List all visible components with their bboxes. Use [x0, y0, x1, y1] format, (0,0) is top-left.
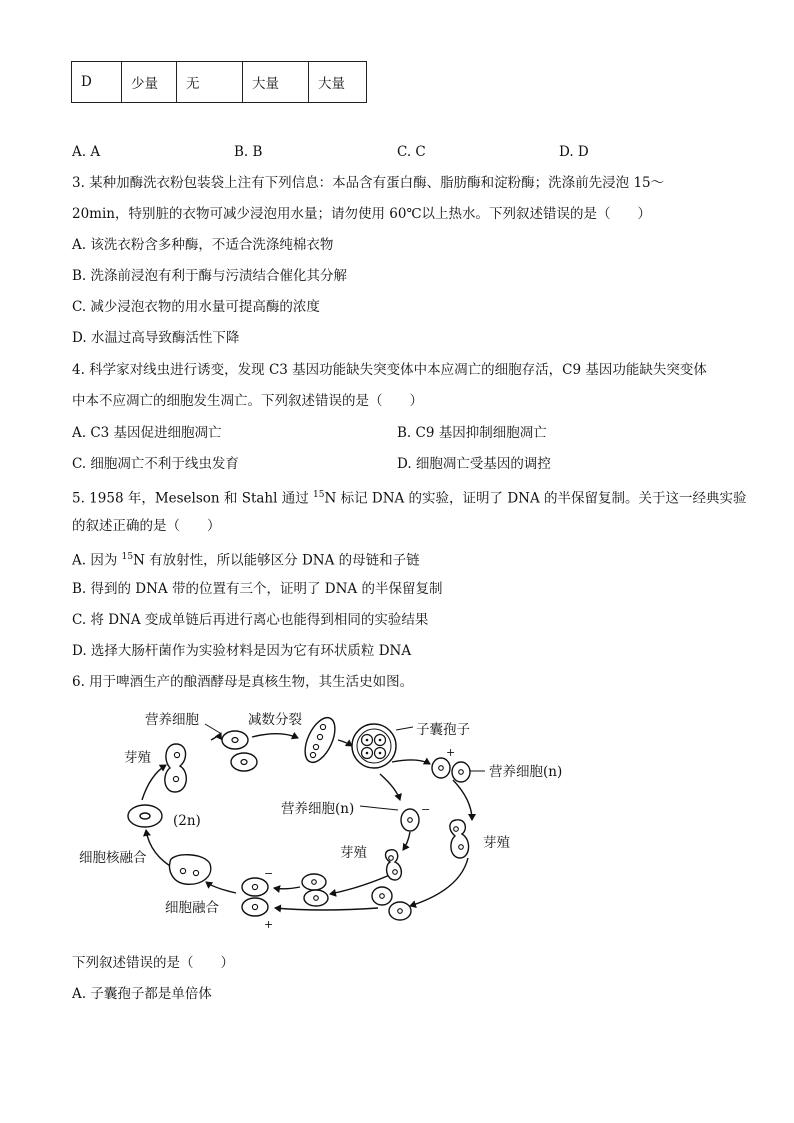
label-karyogamy: 细胞核融合: [79, 850, 147, 866]
karyogamy-cell: [170, 855, 211, 885]
budding-cell: [450, 820, 469, 858]
q5-option-text: N 有放射性，所以能够区分 DNA 的母链和子链: [133, 552, 420, 569]
cycle-arrow: [453, 780, 472, 820]
q5-stem-line2: 的叙述正确的是（ ）: [72, 518, 221, 534]
q2-option-c: C. C: [397, 144, 426, 160]
leader-line: [396, 727, 413, 730]
cycle-arrow: [338, 740, 352, 746]
q5-option-a: [72, 548, 420, 570]
q3-option-b: B. 洗涤前浸泡有利于酶与污渍结合催化其分解: [72, 268, 348, 284]
mating-type-minus: −: [264, 867, 274, 880]
q5-stem-text: N 标记 DNA 的实验，证明了 DNA 的半保留复制。关于这一经典实验: [324, 490, 747, 507]
q2-option-b: B. B: [234, 144, 263, 160]
table-cell: 大量: [243, 62, 309, 103]
q6-option-a: A. 子囊孢子都是单倍体: [72, 986, 212, 1002]
table-row: [72, 62, 367, 103]
q3-stem-line1: 3. 某种加酶洗衣粉包装袋上注有下列信息：本品含有蛋白酶、脂肪酶和淀粉酶；洗涤前先浸泡 15～: [72, 175, 665, 191]
yeast-life-cycle-diagram: [0, 700, 794, 935]
q4-option-b: B. C9 基因抑制细胞凋亡: [397, 425, 547, 441]
label-vegetative-cell-n-right: 营养细胞(n): [489, 764, 563, 780]
q5-option-text: A. 因为: [72, 552, 122, 569]
label-vegetative-cell: 营养细胞: [145, 712, 199, 728]
cycle-arrow: [274, 887, 300, 889]
q5-stem-text: 5. 1958 年，Meselson 和 Stahl 通过: [72, 490, 314, 507]
label-meiosis: 减数分裂: [248, 712, 302, 728]
cycle-arrow: [410, 858, 468, 906]
q4-option-d: D. 细胞凋亡受基因的调控: [397, 456, 551, 472]
q5-stem-line1: [72, 486, 747, 508]
budding-cell: [165, 744, 186, 792]
label-budding-mid: 芽殖: [340, 845, 367, 861]
q3-stem-line2: 20min，特别脏的衣物可减少浸泡用水量；请勿使用 60℃以上热水。下列叙述错误的是（ ）: [72, 206, 652, 222]
q4-option-c: C. 细胞凋亡不利于线虫发育: [72, 456, 239, 472]
ascus-wall: [357, 729, 391, 763]
cycle-arrow: [392, 760, 430, 764]
label-cell-fusion: 细胞融合: [165, 900, 219, 916]
leader-line: [360, 806, 398, 810]
cycle-arrow: [252, 734, 298, 738]
q2-option-a: A. A: [72, 144, 101, 160]
cycle-arrow: [142, 765, 166, 800]
cycle-arrow: [206, 882, 236, 893]
label-budding-right: 芽殖: [483, 835, 510, 851]
mating-type-minus: −: [421, 803, 431, 816]
table-cell: 大量: [309, 62, 367, 103]
q4-option-a: A. C3 基因促进细胞凋亡: [72, 425, 222, 441]
label-ascospore: 子囊孢子: [416, 722, 470, 738]
isotope-superscript: 15: [313, 490, 325, 500]
table-cell: 少量: [122, 62, 177, 103]
table-cell: D: [72, 62, 122, 103]
cycle-arrow: [380, 774, 400, 800]
q4-stem-line2: 中本不应凋亡的细胞发生凋亡。下列叙述错误的是（ ）: [72, 393, 423, 409]
q3-option-c: C. 减少浸泡衣物的用水量可提高酶的浓度: [72, 299, 320, 315]
isotope-superscript: 15: [121, 552, 134, 562]
q6-stem: 6. 用于啤酒生产的酿酒酵母是真核生物，其生活史如图。: [72, 674, 414, 690]
label-budding-left: 芽殖: [124, 750, 151, 766]
leader-line: [205, 724, 220, 733]
mating-type-plus: +: [264, 918, 274, 931]
label-diploid: (2n): [173, 813, 201, 829]
q5-option-b: B. 得到的 DNA 带的位置有三个，证明了 DNA 的半保留复制: [72, 581, 443, 597]
cycle-arrow: [211, 733, 221, 740]
q2-option-d: D. D: [559, 144, 589, 160]
answer-table: [71, 61, 367, 103]
q5-option-c: C. 将 DNA 变成单链后再进行离心也能得到相同的实验结果: [72, 612, 429, 628]
table-cell: 无: [177, 62, 243, 103]
label-vegetative-cell-n-mid: 营养细胞(n): [281, 801, 355, 817]
q3-option-d: D. 水温过高导致酶活性下降: [72, 330, 240, 346]
cycle-arrow: [403, 832, 410, 850]
q4-stem-line1: 4. 科学家对线虫进行诱变，发现 C3 基因功能缺失突变体中本应凋亡的细胞存活，C9 基因功能缺失突变体: [72, 362, 707, 378]
budding-cell: [386, 850, 402, 880]
q6-question: 下列叙述错误的是（ ）: [72, 955, 234, 971]
mating-type-plus: +: [446, 746, 456, 759]
q5-option-d: D. 选择大肠杆菌作为实验材料是因为它有环状质粒 DNA: [72, 643, 412, 659]
cycle-arrow: [275, 908, 378, 910]
q3-option-a: A. 该洗衣粉含多种酶，不适合洗涤纯棉衣物: [72, 237, 334, 253]
